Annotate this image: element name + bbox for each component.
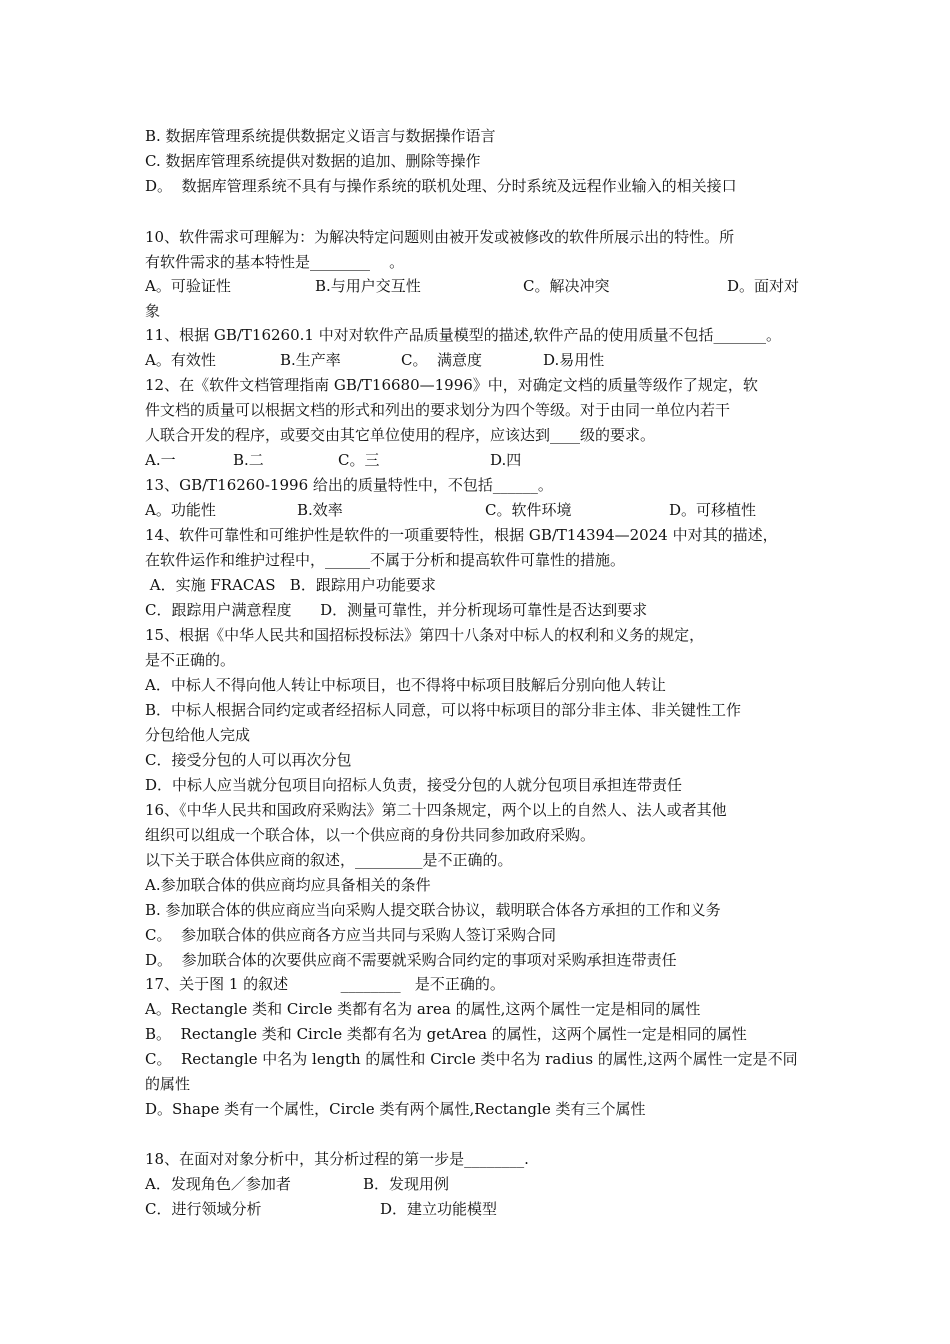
q17-option-c-line2: 的属性 bbox=[145, 1075, 191, 1093]
q17-option-a: A。Rectangle 类和 Circle 类都有名为 area 的属性,这两个属性一定是相同的属性 bbox=[145, 1000, 701, 1018]
q10-option-b: B.与用户交互性 bbox=[315, 277, 421, 295]
q12-stem-line1: 12、在《软件文档管理指南 GB/T16680—1996》中，对确定文档的质量等级作了规定，软 bbox=[145, 376, 758, 394]
q15-option-b-line1: B．中标人根据合同约定或者经招标人同意，可以将中标项目的部分非主体、非关键性工作 bbox=[145, 701, 742, 719]
q14-stem-line2: 在软件运作和维护过程中，______不属于分析和提高软件可靠性的措施。 bbox=[145, 551, 626, 569]
q11-options-row bbox=[145, 350, 825, 370]
q9-option-b: B. 数据库管理系统提供数据定义语言与数据操作语言 bbox=[145, 127, 496, 145]
q18-options-cd bbox=[145, 1199, 825, 1219]
q18-option-c: C．进行领域分析 bbox=[145, 1200, 262, 1218]
q10-options-row bbox=[145, 276, 825, 296]
q18-option-b: B．发现用例 bbox=[363, 1175, 450, 1193]
q16-stem-line2: 组织可以组成一个联合体，以一个供应商的身份共同参加政府采购。 bbox=[145, 826, 596, 844]
q10-option-a: A。可验证性 bbox=[145, 277, 231, 295]
q12-stem-line3: 人联合开发的程序，或要交由其它单位使用的程序，应该达到____级的要求。 bbox=[145, 426, 656, 444]
q16-stem-line3: 以下关于联合体供应商的叙述，_________是不正确的。 bbox=[145, 851, 513, 869]
q16-option-c: C。 参加联合体的供应商各方应当共同与采购人签订采购合同 bbox=[145, 926, 557, 944]
q11-option-c: C。 满意度 bbox=[401, 351, 483, 369]
q17-stem: 17、关于图 1 的叙述 ________ 是不正确的。 bbox=[145, 975, 505, 993]
q11-option-d: D.易用性 bbox=[543, 351, 605, 369]
q17-option-d: D。Shape 类有一个属性，Circle 类有两个属性,Rectangle 类有三个属性 bbox=[145, 1100, 646, 1118]
q11-option-a: A。有效性 bbox=[145, 351, 216, 369]
q12-option-d: D.四 bbox=[490, 451, 522, 469]
q15-option-c: C．接受分包的人可以再次分包 bbox=[145, 751, 352, 769]
q10-option-d: D。面对对 bbox=[727, 277, 800, 295]
q17-option-c-line1: C。 Rectangle 中名为 length 的属性和 Circle 类中名为 radius 的属性,这两个属性一定是不同 bbox=[145, 1050, 798, 1068]
q16-option-b: B. 参加联合体的供应商应当向采购人提交联合协议，载明联合体各方承担的工作和义务 bbox=[145, 901, 721, 919]
q11-option-b: B.生产率 bbox=[280, 351, 341, 369]
q16-option-d: D。 参加联合体的次要供应商不需要就采购合同约定的事项对采购承担连带责任 bbox=[145, 951, 677, 969]
q18-option-a: A．发现角色／参加者 bbox=[145, 1175, 291, 1193]
q11-stem: 11、根据 GB/T16260.1 中对对软件产品质量模型的描述,软件产品的使用质量不包括_______。 bbox=[145, 326, 781, 344]
q9-option-d: D。 数据库管理系统不具有与操作系统的联机处理、分时系统及远程作业输入的相关接口 bbox=[145, 177, 737, 195]
q13-stem: 13、GB/T16260-1996 给出的质量特性中，不包括______。 bbox=[145, 476, 553, 494]
q10-option-c: C。解决冲突 bbox=[523, 277, 610, 295]
q9-option-c: C. 数据库管理系统提供对数据的追加、删除等操作 bbox=[145, 152, 481, 170]
q12-option-c: C。三 bbox=[338, 451, 380, 469]
q14-options-cd: C．跟踪用户满意程度 D．测量可靠性，并分析现场可靠性是否达到要求 bbox=[145, 601, 648, 619]
q13-option-d: D。可移植性 bbox=[669, 501, 757, 519]
q10-option-d-wrap: 象 bbox=[145, 302, 161, 320]
q18-option-d: D．建立功能模型 bbox=[380, 1200, 498, 1218]
q14-options-ab: A．实施 FRACAS B．跟踪用户功能要求 bbox=[145, 576, 436, 594]
q10-stem-line2: 有软件需求的基本特性是________ 。 bbox=[145, 253, 405, 271]
q18-stem: 18、在面对对象分析中，其分析过程的第一步是________. bbox=[145, 1150, 529, 1168]
q16-option-a: A.参加联合体的供应商均应具备相关的条件 bbox=[145, 876, 431, 894]
q15-option-b-line2: 分包给他人完成 bbox=[145, 726, 251, 744]
q13-option-b: B.效率 bbox=[297, 501, 343, 519]
q12-stem-line2: 件文档的质量可以根据文档的形式和列出的要求划分为四个等级。对于由同一单位内若干 bbox=[145, 401, 731, 419]
q12-option-b: B.二 bbox=[233, 451, 264, 469]
q14-stem-line1: 14、软件可靠性和可维护性是软件的一项重要特性，根据 GB/T14394—2024 中对其的描述， bbox=[145, 526, 778, 544]
q18-options-ab bbox=[145, 1174, 825, 1194]
q16-stem-line1: 16、《中华人民共和国政府采购法》第二十四条规定，两个以上的自然人、法人或者其他 bbox=[145, 801, 727, 819]
q12-option-a: A.一 bbox=[145, 451, 176, 469]
q15-stem-line1: 15、根据《中华人民共和国招标投标法》第四十八条对中标人的权利和义务的规定， bbox=[145, 626, 705, 644]
q13-option-a: A。功能性 bbox=[145, 501, 216, 519]
q15-option-a: A．中标人不得向他人转让中标项目，也不得将中标项目肢解后分别向他人转让 bbox=[145, 676, 666, 694]
q15-stem-line2: 是不正确的。 bbox=[145, 651, 236, 669]
q12-options-row bbox=[145, 450, 825, 470]
q13-option-c: C。软件环境 bbox=[485, 501, 572, 519]
q17-option-b: B。 Rectangle 类和 Circle 类都有名为 getArea 的属性，这两个属性一定是相同的属性 bbox=[145, 1025, 747, 1043]
q15-option-d: D．中标人应当就分包项目向招标人负责，接受分包的人就分包项目承担连带责任 bbox=[145, 776, 683, 794]
q13-options-row bbox=[145, 500, 825, 520]
q10-stem-line1: 10、软件需求可理解为：为解决特定问题则由被开发或被修改的软件所展示出的特性。所 bbox=[145, 228, 735, 246]
